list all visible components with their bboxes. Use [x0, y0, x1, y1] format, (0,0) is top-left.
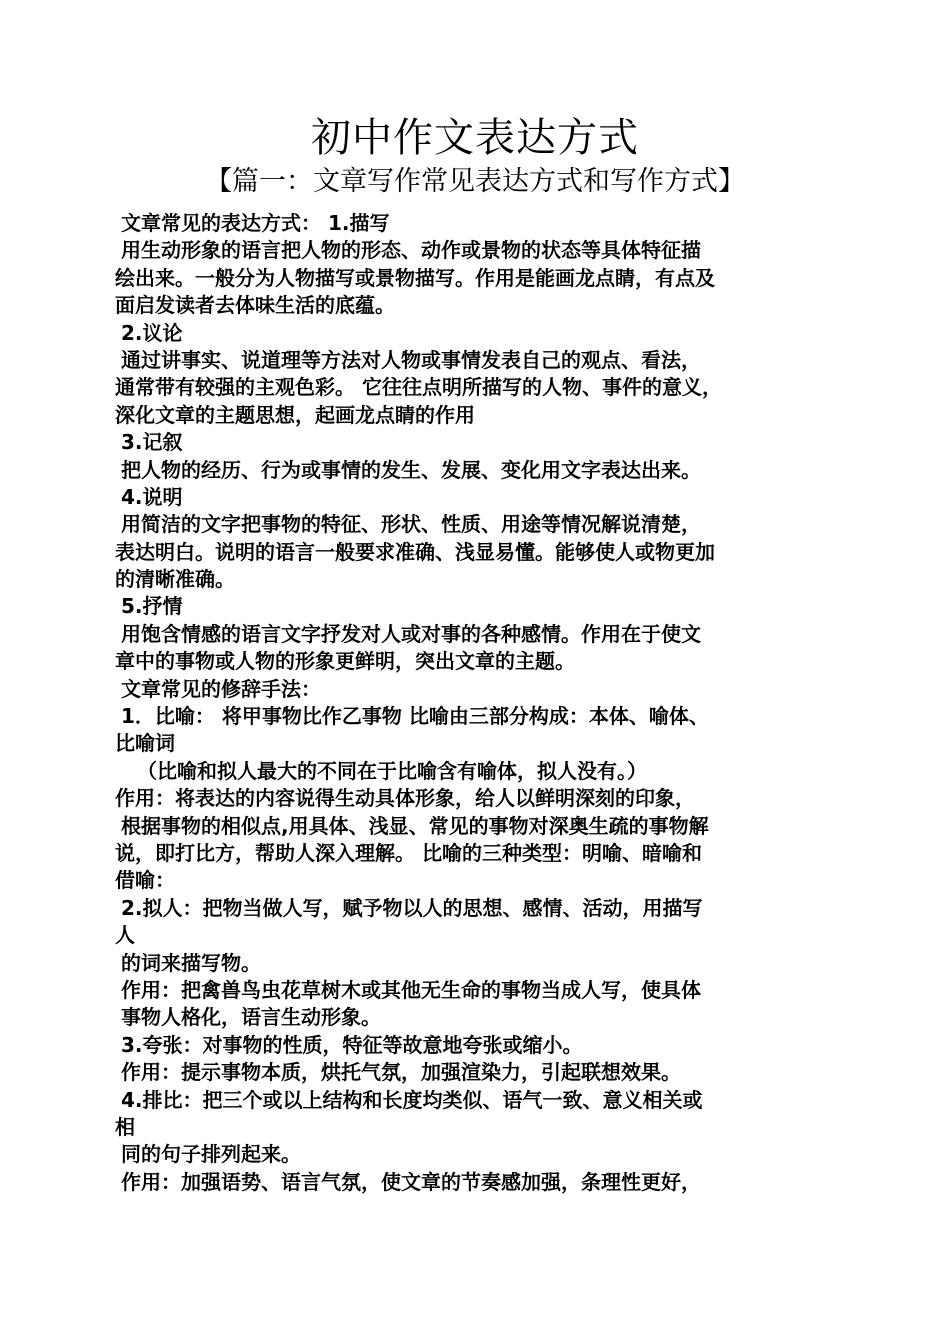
- text-line: 的词来描写物。: [121, 950, 261, 975]
- text-line: 用饱含情感的语言文字抒发对人或对事的各种感情。作用在于使文: [121, 621, 701, 646]
- document-subtitle: 【篇一：文章写作常见表达方式和写作方式】: [205, 166, 745, 197]
- text-line: 3.记叙: [121, 430, 183, 455]
- document-title: 初中作文表达方式: [311, 115, 639, 161]
- text-line: 事物人格化，语言生动形象。: [121, 1005, 381, 1030]
- text-line: 2.议论: [121, 320, 183, 345]
- text-line: 根据事物的相似点,用具体、浅显、常见的事物对深奥生疏的事物解: [121, 813, 709, 838]
- text-line: 人: [115, 923, 135, 948]
- text-line: 说，即打比方，帮助人深入理解。 比喻的三种类型：明喻、暗喻和: [115, 840, 702, 865]
- text-line: 2.拟人：把物当做人写，赋予物以人的思想、感情、活动，用描写: [121, 895, 703, 920]
- text-line: 3.夸张：对事物的性质，特征等故意地夸张或缩小。: [121, 1032, 583, 1057]
- text-line: 比喻词: [115, 731, 175, 756]
- text-line: 相: [115, 1114, 135, 1139]
- text-line: 作用：将表达的内容说得生动具体形象，给人以鲜明深刻的印象，: [115, 786, 695, 811]
- text-line: 4.说明: [121, 484, 183, 509]
- text-line: 1．比喻： 将甲事物比作乙事物 比喻由三部分构成：本体、喻体、: [121, 704, 709, 729]
- text-line: 通常带有较强的主观色彩。 它往往点明所描写的人物、事件的意义，: [115, 375, 722, 400]
- text-line: 作用：加强语势、语言气氛，使文章的节奏感加强，条理性更好，: [121, 1169, 701, 1194]
- text-line: 同的句子排列起来。: [121, 1142, 301, 1167]
- text-line: 用简洁的文字把事物的特征、形状、性质、用途等情况解说清楚，: [121, 512, 701, 537]
- text-line: 作用：提示事物本质，烘托气氛，加强渲染力，引起联想效果。: [121, 1060, 681, 1085]
- text-line: （比喻和拟人最大的不同在于比喻含有喻体，拟人没有。）: [137, 758, 647, 783]
- text-line: 面启发读者去体味生活的底蕴。: [115, 293, 395, 318]
- text-line: 用生动形象的语言把人物的形态、动作或景物的状态等具体特征描: [121, 238, 701, 263]
- text-line: 把人物的经历、行为或事情的发生、发展、变化用文字表达出来。: [121, 457, 701, 482]
- text-line: 文章常见的修辞手法：: [121, 676, 321, 701]
- text-line: 绘出来。一般分为人物描写或景物描写。作用是能画龙点睛，有点及: [115, 265, 715, 290]
- text-line: 表达明白。说明的语言一般要求准确、浅显易懂。能够使人或物更加: [115, 539, 715, 564]
- document-body: [115, 210, 837, 1196]
- text-line: 的清晰准确。: [115, 567, 235, 592]
- text-line: 4.排比：把三个或以上结构和长度均类似、语气一致、意义相关或: [121, 1087, 703, 1112]
- text-line: 通过讲事实、说道理等方法对人物或事情发表自己的观点、看法，: [121, 347, 701, 372]
- text-line: 借喻：: [115, 868, 175, 893]
- text-line: 章中的事物或人物的形象更鲜明，突出文章的主题。: [115, 649, 575, 674]
- text-line: 作用：把禽兽鸟虫花草树木或其他无生命的事物当成人写，使具体: [121, 977, 701, 1002]
- text-line: 文章常见的表达方式： 1.描写: [121, 211, 390, 235]
- text-line: 深化文章的主题思想，起画龙点睛的作用: [115, 402, 475, 427]
- text-line: 5.抒情: [121, 594, 183, 619]
